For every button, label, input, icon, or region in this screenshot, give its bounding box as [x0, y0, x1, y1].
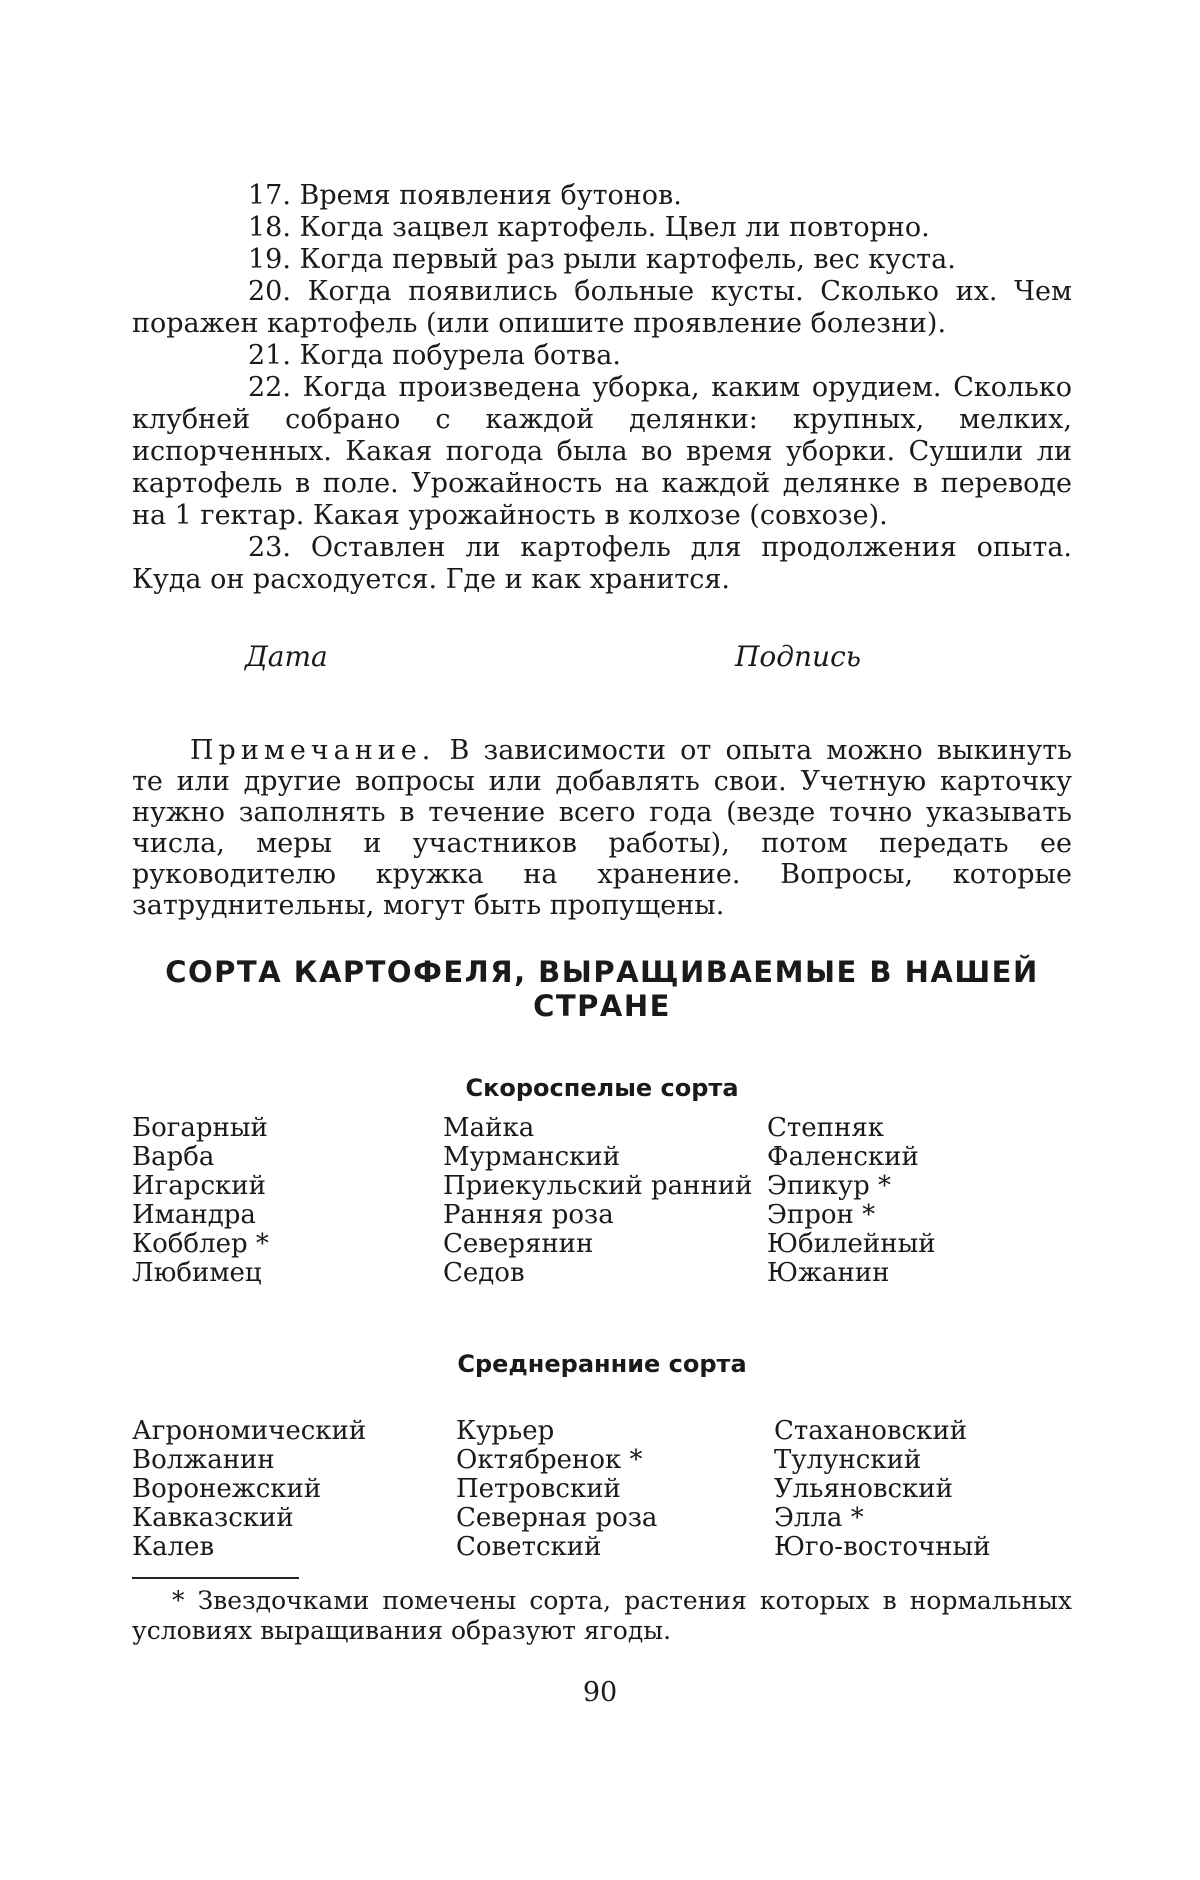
- question-20: 20. Когда появились больные кусты. Сколько их. Чем поражен картофель (или опишите проявление болезни).: [132, 276, 1072, 340]
- variety-item: Ульяновский: [774, 1475, 991, 1504]
- variety-item: Волжанин: [132, 1446, 366, 1475]
- variety-item: Северянин: [443, 1230, 752, 1259]
- variety-item: Юго-восточный: [774, 1533, 991, 1562]
- variety-item: Юбилейный: [767, 1230, 936, 1259]
- question-17: 17. Время появления бутонов.: [132, 180, 1072, 212]
- variety-item: Степняк: [767, 1114, 936, 1143]
- variety-item: Октябренок *: [456, 1446, 657, 1475]
- question-18: 18. Когда зацвел картофель. Цвел ли повторно.: [132, 212, 1072, 244]
- variety-item: Игарский: [132, 1172, 269, 1201]
- questions-list: [132, 180, 1072, 596]
- variety-item: Варба: [132, 1143, 269, 1172]
- note-paragraph: [132, 735, 1072, 921]
- variety-item: Мурманский: [443, 1143, 752, 1172]
- variety-item: Петровский: [456, 1475, 657, 1504]
- book-page: [0, 0, 1200, 1880]
- date-label: Дата: [245, 640, 328, 673]
- note-text: В зависимости от опыта можно выкинуть те или другие вопросы или добавлять свои. Учетную карточку нужно заполнять в течение всего года (везде точно указывать числа, меры и участников работы), потом передать ее руководителю кружка на хранение. Вопросы, которые затруднительны, могут быть пропущены.: [132, 735, 1072, 921]
- variety-item: Ранняя роза: [443, 1201, 752, 1230]
- question-23: 23. Оставлен ли картофель для продолжения опыта. Куда он расходуется. Где и как хранится.: [132, 532, 1072, 596]
- variety-item: Курьер: [456, 1417, 657, 1446]
- variety-item: Калев: [132, 1533, 366, 1562]
- signature-label: Подпись: [735, 640, 861, 673]
- section-title: СОРТА КАРТОФЕЛЯ, ВЫРАЩИВАЕМЫЕ В НАШЕЙ СТРАНЕ: [132, 955, 1072, 1023]
- mid-early-column-3: [774, 1417, 991, 1562]
- early-column-2: [443, 1114, 752, 1288]
- question-21: 21. Когда побурела ботва.: [132, 340, 1072, 372]
- variety-item: Кобблер *: [132, 1230, 269, 1259]
- footnote-rule: [132, 1577, 299, 1579]
- question-19: 19. Когда первый раз рыли картофель, вес куста.: [132, 244, 1072, 276]
- variety-item: Богарный: [132, 1114, 269, 1143]
- footnote: * Звездочками помечены сорта, растения которых в нормальных условиях выращивания образуют ягоды.: [132, 1586, 1072, 1646]
- variety-item: Эпрон *: [767, 1201, 936, 1230]
- variety-item: Воронежский: [132, 1475, 366, 1504]
- variety-item: Приекульский ранний: [443, 1172, 752, 1201]
- variety-item: Тулунский: [774, 1446, 991, 1475]
- variety-item: Северная роза: [456, 1504, 657, 1533]
- early-varieties-title: Скороспелые сорта: [132, 1074, 1072, 1102]
- variety-item: Имандра: [132, 1201, 269, 1230]
- variety-item: Майка: [443, 1114, 752, 1143]
- variety-item: Южанин: [767, 1259, 936, 1288]
- variety-item: Фаленский: [767, 1143, 936, 1172]
- page-number: 90: [0, 1677, 1200, 1708]
- early-column-3: [767, 1114, 936, 1288]
- question-22: 22. Когда произведена уборка, каким орудием. Сколько клубней собрано с каждой делянки: крупных, мелких, испорченных. Какая погода была во время уборки. Сушили ли картофель в поле. Урожайность на каждой делянке в переводе на 1 гектар. Какая урожайность в колхозе (совхозе).: [132, 372, 1072, 532]
- variety-item: Стахановский: [774, 1417, 991, 1446]
- note-label: Примечание.: [190, 735, 435, 766]
- early-column-1: [132, 1114, 269, 1288]
- variety-item: Агрономический: [132, 1417, 366, 1446]
- variety-item: Эпикур *: [767, 1172, 936, 1201]
- variety-item: Элла *: [774, 1504, 991, 1533]
- variety-item: Кавказский: [132, 1504, 366, 1533]
- mid-early-column-2: [456, 1417, 657, 1562]
- mid-early-varieties-title: Среднеранние сорта: [132, 1350, 1072, 1378]
- variety-item: Советский: [456, 1533, 657, 1562]
- variety-item: Любимец: [132, 1259, 269, 1288]
- variety-item: Седов: [443, 1259, 752, 1288]
- mid-early-column-1: [132, 1417, 366, 1562]
